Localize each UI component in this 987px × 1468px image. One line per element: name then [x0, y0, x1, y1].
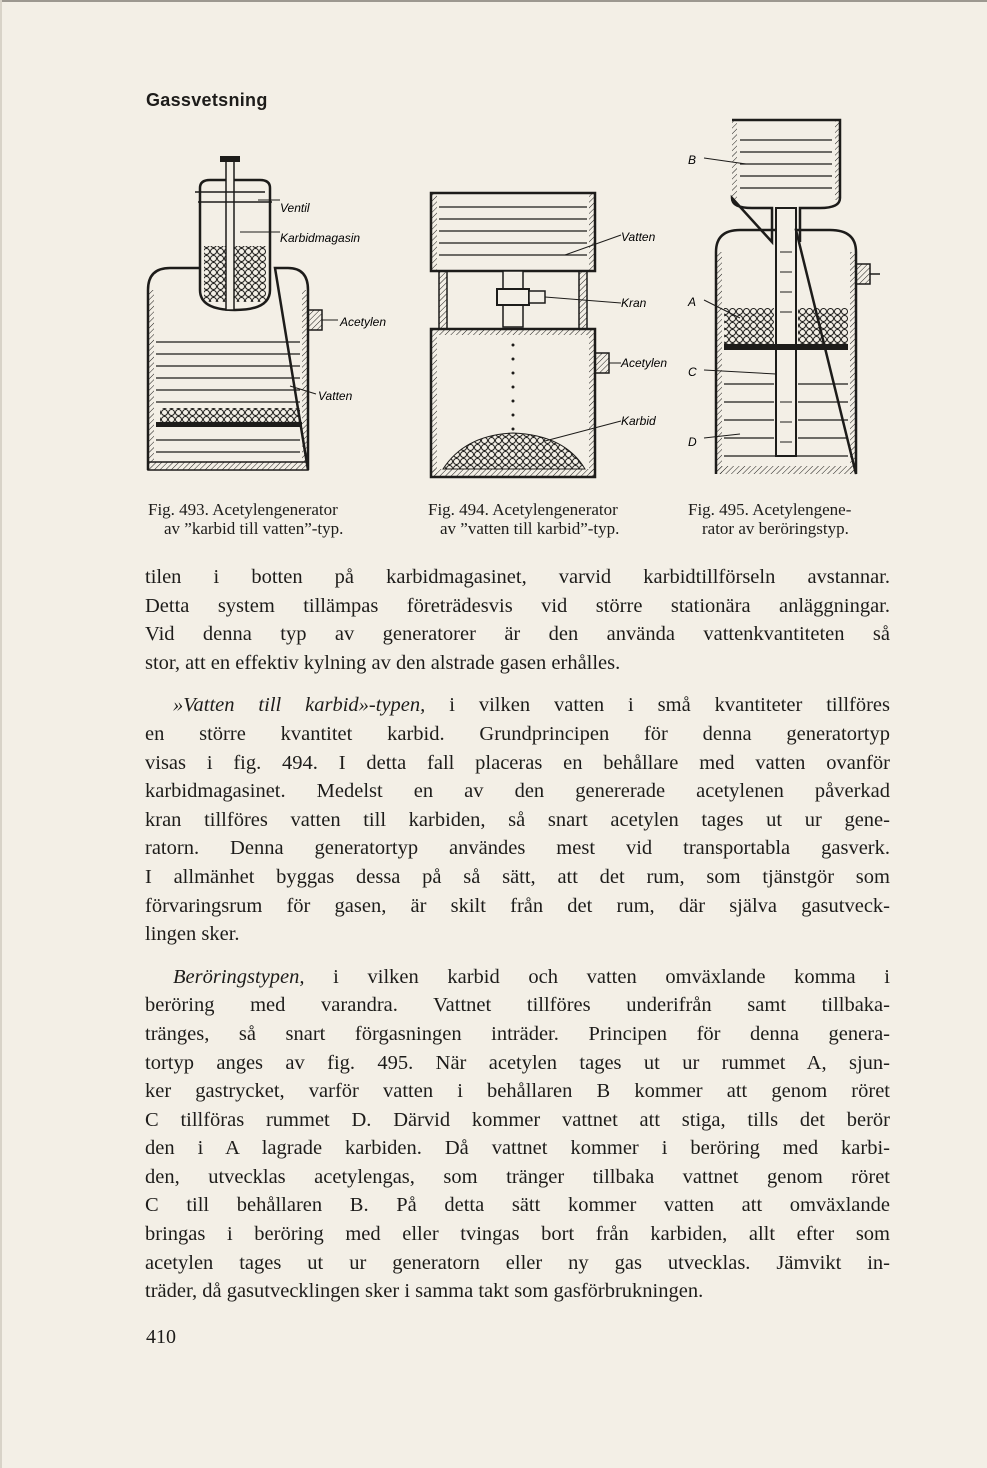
figure-495-drawing	[680, 112, 890, 482]
text-line: träder, då gasutvecklingen sker i samma takt som gasförbrukningen.	[145, 1280, 704, 1303]
paragraph-2	[145, 691, 890, 948]
label-d: D	[688, 435, 697, 449]
text-line: en större kvantitet karbid. Grundprincipen för denna generatortyp	[145, 722, 890, 745]
page-number: 410	[146, 1326, 176, 1348]
caption-line: av ”vatten till karbid”-typ.	[440, 519, 620, 538]
text-line	[145, 963, 890, 992]
body-text	[145, 563, 890, 1320]
text-line: karbidmagasinet. Medelst en av den genererade acetylenen påverkad	[145, 780, 890, 803]
label-karbid: Karbid	[621, 414, 656, 428]
text-line: Detta system tillämpas företrädesvis vid större stationära anläggningar.	[145, 594, 890, 617]
paragraph-3	[145, 963, 890, 1306]
text-line: lingen sker.	[145, 923, 240, 946]
text-line: den, utvecklas acetylengas, som tränger tillbaka vattnet genom röret	[145, 1165, 890, 1188]
text-line: bringas i beröring med eller tvingas bort från karbiden, allt efter som	[145, 1223, 890, 1246]
text-line: ker gastrycket, varför vatten i behållaren B kommer att genom röret	[145, 1080, 890, 1103]
paragraph-1	[145, 563, 890, 677]
text-line: visas i fig. 494. I detta fall placeras en behållare med vatten ovanför	[145, 751, 890, 774]
text-line: acetylen tages ut ur generatorn eller ny gas utvecklas. Jämvikt in-	[145, 1251, 890, 1274]
text-line: C till behållaren B. På detta sätt kommer vatten att omväxlande	[145, 1194, 890, 1217]
caption-line: av ”karbid till vatten”-typ.	[164, 519, 344, 538]
label-ventil: Ventil	[280, 201, 310, 215]
caption-line: Fig. 495. Acetylengene-	[688, 500, 852, 519]
figure-495	[680, 112, 890, 482]
text-line: I allmänhet byggas dessa på så sätt, att det rum, som tjänstgör som	[145, 865, 890, 888]
label-acetylen: Acetylen	[340, 315, 387, 329]
text-line: tortyp anges av fig. 495. När acetylen tages ut ur rummet A, sjun-	[145, 1051, 890, 1074]
label-c: C	[688, 365, 697, 379]
figure-494	[425, 185, 685, 485]
caption-fig-494	[428, 500, 619, 538]
text-line	[145, 691, 890, 720]
text-line: beröring med varandra. Vattnet tillföres underifrån samt tillbaka-	[145, 994, 890, 1017]
label-vatten: Vatten	[318, 389, 353, 403]
text-fragment: i vilken vatten i små kvantiteter tillföres	[425, 694, 890, 717]
text-line: stor, att en effektiv kylning av den alstrade gasen erhålles.	[145, 651, 621, 674]
text-line: Vid denna typ av generatorer är den använda vattenkvantiteten så	[145, 623, 890, 646]
text-fragment: i vilken karbid och vatten omväxlande komma i	[304, 965, 890, 988]
text-line: tränges, så snart förgasningen inträder. Principen för denna genera-	[145, 1022, 890, 1045]
caption-fig-493	[148, 500, 343, 538]
text-line: förvaringsrum för gasen, är skilt från det rum, där själva gasutveck-	[145, 894, 890, 917]
text-line: den i A lagrade karbiden. Då vattnet kommer i beröring med karbi-	[145, 1137, 890, 1160]
label-acetylen: Acetylen	[621, 356, 668, 370]
paragraph-lead: »Vatten till karbid»-typen,	[173, 694, 426, 717]
paragraph-lead: Beröringstypen,	[173, 965, 305, 988]
caption-fig-495	[688, 500, 851, 538]
text-line: tilen i botten på karbidmagasinet, varvid karbidtillförseln avstannar.	[145, 566, 890, 588]
page-top-edge	[0, 0, 987, 2]
text-line: C tillföras rummet D. Därvid kommer vattnet att stiga, tills det berör	[145, 1108, 890, 1131]
label-karbidmagasin: Karbidmagasin	[280, 231, 361, 245]
caption-line: Fig. 494. Acetylengenerator	[428, 500, 618, 519]
running-header: Gassvetsning	[146, 90, 268, 110]
label-vatten: Vatten	[621, 230, 656, 244]
label-b: B	[688, 153, 697, 167]
page-left-edge	[0, 0, 2, 1468]
figure-494-drawing	[425, 185, 685, 485]
caption-line: rator av beröringstyp.	[702, 519, 849, 538]
text-line: kran tillföres vatten till karbiden, så snart acetylen tages ut ur gene-	[145, 808, 890, 831]
text-line: ratorn. Denna generatortyp användes mest vid transportabla gasverk.	[145, 837, 890, 860]
figure-493-drawing	[140, 150, 410, 480]
label-kran: Kran	[621, 296, 647, 310]
caption-line: Fig. 493. Acetylengenerator	[148, 500, 338, 519]
figure-493	[140, 150, 410, 480]
label-a: A	[688, 295, 697, 309]
